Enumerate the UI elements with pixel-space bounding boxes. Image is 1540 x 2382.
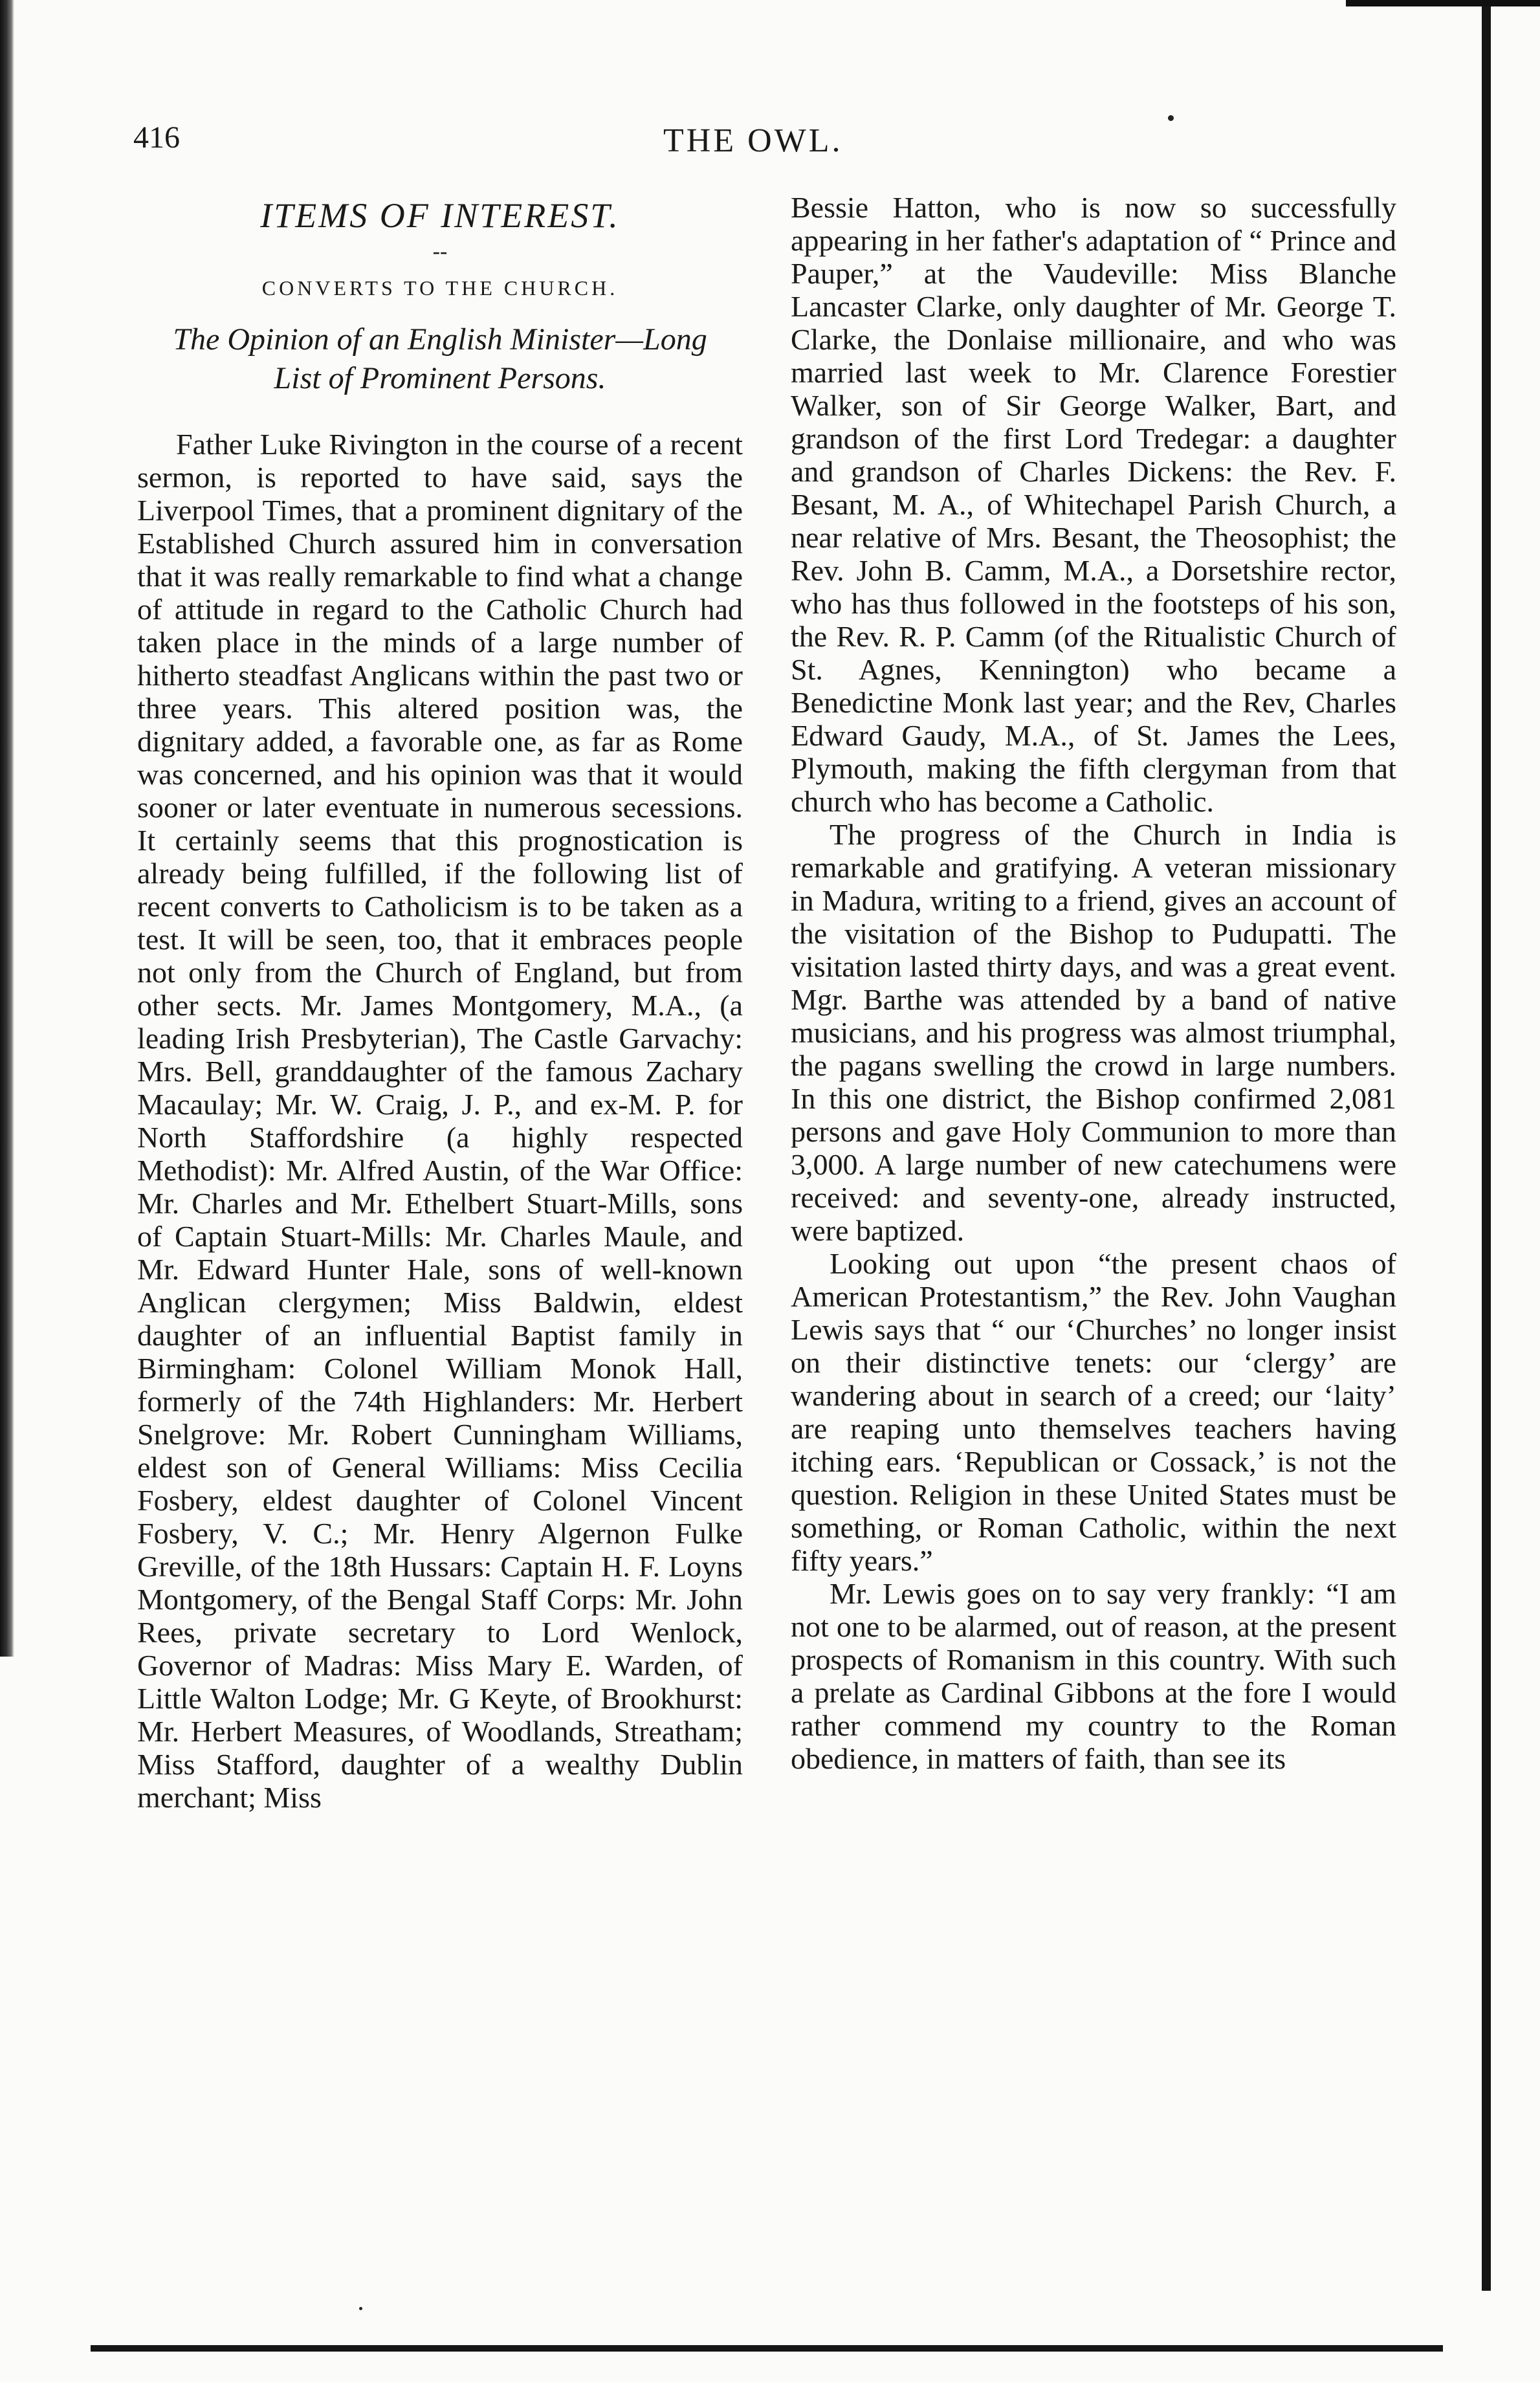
lewis-paragraph: Mr. Lewis goes on to say very frankly: “I am not one to be alarmed, out of reason, at the present prospects of Romanism in this country. With such a prelate as Cardinal Gibbons at the fore I would rather commend my country to the Roman obedience, in matters of faith, than see its (791, 1577, 1396, 1775)
ink-speck (1168, 115, 1174, 121)
scan-border-top (1346, 0, 1540, 6)
scan-border-left (0, 0, 14, 1657)
right-column (791, 191, 1396, 1775)
india-paragraph: The progress of the Church in India is remarkable and gratifying. A veteran missionary in Madura, writing to a friend, gives an account of the visitation of the Bishop to Pudupatti. The visitation lasted thirty days, and was a great event. Mgr. Barthe was attended by a band of native musicians, and his progress was almost triumphal, the pagans swelling the crowd in large numbers. In this one district, the Bishop confirmed 2,081 persons and gave Holy Communion to more than 3,000. A large number of new catechumens were received: and seventy-one, already instructed, were baptized. (791, 818, 1396, 1247)
left-column (137, 191, 743, 1814)
section-title: ITEMS OF INTEREST. (260, 196, 620, 235)
article-paragraph-continued: Bessie Hatton, who is now so successfully appearing in her father's adaptation of “ Prince and Pauper,” at the Vaudeville: Miss Blanche Lancaster Clarke, only daughter of Mr. George T. Clarke, the Donlaise millionaire, and who was married last week to Mr. Clarence Forestier Walker, son of Sir George Walker, Bart, and grandson of the first Lord Tredegar: a daughter and grandson of Charles Dickens: the Rev. F. Besant, M. A., of Whitechapel Parish Church, a near relative of Mrs. Besant, the Theosophist; the Rev. John B. Camm, M.A., a Dorsetshire rector, who has thus followed in the footsteps of his son, the Rev. R. P. Camm (of the Ritualistic Church of St. Agnes, Kennington) who became a Benedictine Monk last year; and the Rev, Charles Edward Gaudy, M.A., of St. James the Lees, Plymouth, making the fifth clergyman from that church who has become a Catholic. (791, 191, 1396, 818)
protestantism-paragraph: Looking out upon “the present chaos of American Protestantism,” the Rev. John Vaughan Lewis says that “ our ‘Churches’ no longer insist on their distinctive tenets: our ‘clergy’ are wandering about in search of a creed; our ‘laity’ are reaping unto themselves teachers having itching ears. ‘Republican or Cossack,’ is not the question. Religion in these United States must be something, or Roman Catholic, within the next fifty years.” (791, 1247, 1396, 1577)
ink-speck (359, 2307, 362, 2310)
title-divider: -- (432, 239, 448, 263)
article-subtitle: The Opinion of an English Minister—Long List of Prominent Persons. (173, 322, 707, 395)
article-heading: CONVERTS TO THE CHURCH. (261, 276, 619, 300)
running-title: THE OWL. (663, 122, 843, 159)
scan-border-right (1482, 6, 1491, 2291)
article-paragraph: Father Luke Rivington in the course of a recent sermon, is reported to have said, says the Liverpool Times, that a prominent dignitary of the Established Church assured him in conversation that it was really remarkable to find what a change of attitude in regard to the Catholic Church had taken place in the minds of a large number of hitherto steadfast Anglicans within the past two or three years. This altered position was, the dignitary added, a favorable one, as far as Rome was concerned, and his opinion was that it would sooner or later eventuate in numerous secessions. It certainly seems that this prognostication is already being fulfilled, if the following list of recent converts to Catholicism is to be taken as a test. It will be seen, too, that it embraces people not only from the Church of England, but from other sects. Mr. James Montgomery, M.A., (a leading Irish Presbyterian), The Castle Garvachy: Mrs. Bell, granddaughter of the famous Zachary Macaulay; Mr. W. Craig, J. P., and ex-M. P. for North Staffordshire (a highly respected Methodist): Mr. Alfred Austin, of the War Office: Mr. Charles and Mr. Ethelbert Stuart-Mills, sons of Captain Stuart-Mills: Mr. Charles Maule, and Mr. Edward Hunter Hale, sons of well-known Anglican clergymen; Miss Baldwin, eldest daughter of an influential Baptist family in Birmingham: Colonel William Monok Hall, formerly of the 74th Highlanders: Mr. Herbert Snelgrove: Mr. Robert Cunningham Williams, eldest son of General Williams: Miss Cecilia Fosbery, eldest daughter of Colonel Vincent Fosbery, V. C.; Mr. Henry Algernon Fulke Greville, of the 18th Hussars: Captain H. F. Loyns Montgomery, of the Bengal Staff Corps: Mr. John Rees, private secretary to Lord Wenlock, Governor of Madras: Miss Mary E. Warden, of Little Walton Lodge; Mr. G Keyte, of Brookhurst: Mr. Herbert Measures, of Woodlands, Streatham; Miss Stafford, daughter of a wealthy Dublin merchant; Miss (137, 428, 743, 1814)
page-number: 416 (133, 120, 180, 155)
scan-border-bottom (91, 2345, 1443, 2352)
